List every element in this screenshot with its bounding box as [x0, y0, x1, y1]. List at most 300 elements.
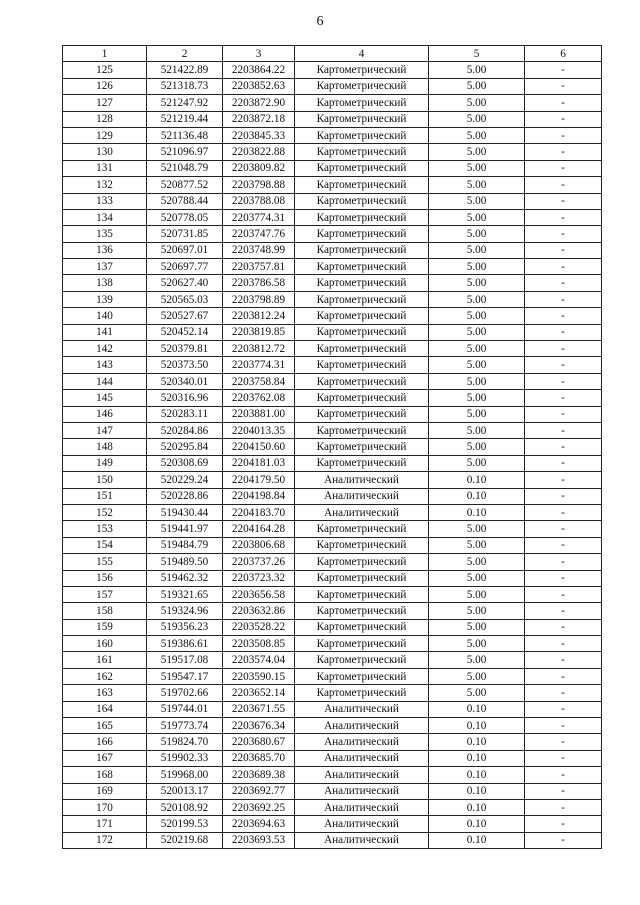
method-cell: Картометрический	[295, 554, 429, 570]
accuracy-cell: 5.00	[429, 324, 525, 340]
point-number-cell: 134	[63, 209, 147, 225]
table-row	[63, 357, 602, 373]
column-header: 5	[429, 46, 525, 62]
note-cell: -	[525, 504, 602, 520]
table-row	[63, 62, 602, 78]
table-row	[63, 209, 602, 225]
method-cell: Картометрический	[295, 324, 429, 340]
table-row	[63, 422, 602, 438]
point-number-cell: 157	[63, 586, 147, 602]
y-coordinate-cell: 2204164.28	[223, 521, 295, 537]
method-cell: Картометрический	[295, 652, 429, 668]
note-cell: -	[525, 718, 602, 734]
x-coordinate-cell: 519441.97	[147, 521, 223, 537]
note-cell: -	[525, 406, 602, 422]
point-number-cell: 126	[63, 78, 147, 94]
accuracy-cell: 5.00	[429, 160, 525, 176]
note-cell: -	[525, 193, 602, 209]
point-number-cell: 125	[63, 62, 147, 78]
point-number-cell: 137	[63, 259, 147, 275]
point-number-cell: 144	[63, 373, 147, 389]
note-cell: -	[525, 570, 602, 586]
note-cell: -	[525, 357, 602, 373]
method-cell: Картометрический	[295, 144, 429, 160]
y-coordinate-cell: 2203671.55	[223, 701, 295, 717]
x-coordinate-cell: 520373.50	[147, 357, 223, 373]
y-coordinate-cell: 2203656.58	[223, 586, 295, 602]
x-coordinate-cell: 519386.61	[147, 636, 223, 652]
x-coordinate-cell: 520219.68	[147, 832, 223, 848]
point-number-cell: 146	[63, 406, 147, 422]
x-coordinate-cell: 519773.74	[147, 718, 223, 734]
method-cell: Картометрический	[295, 668, 429, 684]
y-coordinate-cell: 2203758.84	[223, 373, 295, 389]
table-row	[63, 718, 602, 734]
method-cell: Картометрический	[295, 177, 429, 193]
method-cell: Картометрический	[295, 439, 429, 455]
note-cell: -	[525, 701, 602, 717]
method-cell: Картометрический	[295, 406, 429, 422]
note-cell: -	[525, 832, 602, 848]
note-cell: -	[525, 767, 602, 783]
point-number-cell: 151	[63, 488, 147, 504]
x-coordinate-cell: 520527.67	[147, 308, 223, 324]
table-row	[63, 308, 602, 324]
accuracy-cell: 5.00	[429, 586, 525, 602]
point-number-cell: 136	[63, 242, 147, 258]
y-coordinate-cell: 2203680.67	[223, 734, 295, 750]
x-coordinate-cell: 520013.17	[147, 783, 223, 799]
note-cell: -	[525, 308, 602, 324]
note-cell: -	[525, 668, 602, 684]
note-cell: -	[525, 619, 602, 635]
table-row	[63, 783, 602, 799]
accuracy-cell: 5.00	[429, 521, 525, 537]
y-coordinate-cell: 2203747.76	[223, 226, 295, 242]
table-row	[63, 390, 602, 406]
method-cell: Картометрический	[295, 619, 429, 635]
x-coordinate-cell: 519484.79	[147, 537, 223, 553]
table-row	[63, 472, 602, 488]
y-coordinate-cell: 2203590.15	[223, 668, 295, 684]
y-coordinate-cell: 2203632.86	[223, 603, 295, 619]
table-row	[63, 111, 602, 127]
note-cell: -	[525, 62, 602, 78]
x-coordinate-cell: 520308.69	[147, 455, 223, 471]
table-row	[63, 570, 602, 586]
method-cell: Аналитический	[295, 504, 429, 520]
note-cell: -	[525, 209, 602, 225]
method-cell: Картометрический	[295, 275, 429, 291]
point-number-cell: 150	[63, 472, 147, 488]
y-coordinate-cell: 2203812.24	[223, 308, 295, 324]
method-cell: Картометрический	[295, 455, 429, 471]
method-cell: Картометрический	[295, 422, 429, 438]
x-coordinate-cell: 519702.66	[147, 685, 223, 701]
note-cell: -	[525, 636, 602, 652]
table-row	[63, 554, 602, 570]
x-coordinate-cell: 519356.23	[147, 619, 223, 635]
method-cell: Аналитический	[295, 488, 429, 504]
point-number-cell: 166	[63, 734, 147, 750]
method-cell: Аналитический	[295, 718, 429, 734]
accuracy-cell: 0.10	[429, 750, 525, 766]
y-coordinate-cell: 2203574.04	[223, 652, 295, 668]
point-number-cell: 153	[63, 521, 147, 537]
note-cell: -	[525, 324, 602, 340]
table-row	[63, 832, 602, 848]
y-coordinate-cell: 2204183.70	[223, 504, 295, 520]
accuracy-cell: 5.00	[429, 177, 525, 193]
note-cell: -	[525, 373, 602, 389]
point-number-cell: 141	[63, 324, 147, 340]
method-cell: Картометрический	[295, 603, 429, 619]
x-coordinate-cell: 521318.73	[147, 78, 223, 94]
method-cell: Картометрический	[295, 537, 429, 553]
note-cell: -	[525, 521, 602, 537]
accuracy-cell: 5.00	[429, 78, 525, 94]
note-cell: -	[525, 799, 602, 815]
y-coordinate-cell: 2203508.85	[223, 636, 295, 652]
note-cell: -	[525, 78, 602, 94]
method-cell: Картометрический	[295, 357, 429, 373]
method-cell: Аналитический	[295, 734, 429, 750]
x-coordinate-cell: 519462.32	[147, 570, 223, 586]
note-cell: -	[525, 472, 602, 488]
method-cell: Картометрический	[295, 291, 429, 307]
note-cell: -	[525, 160, 602, 176]
column-header: 6	[525, 46, 602, 62]
x-coordinate-cell: 521096.97	[147, 144, 223, 160]
table-header-row	[63, 46, 602, 62]
accuracy-cell: 5.00	[429, 554, 525, 570]
point-number-cell: 142	[63, 341, 147, 357]
table-row	[63, 537, 602, 553]
x-coordinate-cell: 520229.24	[147, 472, 223, 488]
method-cell: Картометрический	[295, 685, 429, 701]
point-number-cell: 138	[63, 275, 147, 291]
accuracy-cell: 5.00	[429, 603, 525, 619]
accuracy-cell: 5.00	[429, 636, 525, 652]
x-coordinate-cell: 520565.03	[147, 291, 223, 307]
table-row	[63, 799, 602, 815]
accuracy-cell: 5.00	[429, 341, 525, 357]
table-row	[63, 95, 602, 111]
note-cell: -	[525, 422, 602, 438]
point-number-cell: 132	[63, 177, 147, 193]
point-number-cell: 170	[63, 799, 147, 815]
y-coordinate-cell: 2203685.70	[223, 750, 295, 766]
y-coordinate-cell: 2203819.85	[223, 324, 295, 340]
method-cell: Картометрический	[295, 586, 429, 602]
accuracy-cell: 5.00	[429, 209, 525, 225]
y-coordinate-cell: 2203692.77	[223, 783, 295, 799]
column-header: 1	[63, 46, 147, 62]
x-coordinate-cell: 520697.77	[147, 259, 223, 275]
accuracy-cell: 0.10	[429, 816, 525, 832]
table-row	[63, 177, 602, 193]
method-cell: Картометрический	[295, 242, 429, 258]
accuracy-cell: 5.00	[429, 373, 525, 389]
accuracy-cell: 5.00	[429, 357, 525, 373]
accuracy-cell: 5.00	[429, 685, 525, 701]
x-coordinate-cell: 520199.53	[147, 816, 223, 832]
coordinates-table	[62, 45, 602, 849]
x-coordinate-cell: 519547.17	[147, 668, 223, 684]
note-cell: -	[525, 537, 602, 553]
method-cell: Аналитический	[295, 472, 429, 488]
point-number-cell: 139	[63, 291, 147, 307]
y-coordinate-cell: 2204179.50	[223, 472, 295, 488]
table-row	[63, 750, 602, 766]
table-row	[63, 127, 602, 143]
point-number-cell: 160	[63, 636, 147, 652]
x-coordinate-cell: 520316.96	[147, 390, 223, 406]
x-coordinate-cell: 520452.14	[147, 324, 223, 340]
accuracy-cell: 5.00	[429, 291, 525, 307]
method-cell: Картометрический	[295, 226, 429, 242]
note-cell: -	[525, 816, 602, 832]
accuracy-cell: 5.00	[429, 570, 525, 586]
x-coordinate-cell: 520283.11	[147, 406, 223, 422]
x-coordinate-cell: 520877.52	[147, 177, 223, 193]
point-number-cell: 159	[63, 619, 147, 635]
point-number-cell: 156	[63, 570, 147, 586]
y-coordinate-cell: 2203806.68	[223, 537, 295, 553]
y-coordinate-cell: 2204013.35	[223, 422, 295, 438]
note-cell: -	[525, 652, 602, 668]
note-cell: -	[525, 275, 602, 291]
x-coordinate-cell: 520379.81	[147, 341, 223, 357]
method-cell: Картометрический	[295, 390, 429, 406]
note-cell: -	[525, 734, 602, 750]
accuracy-cell: 5.00	[429, 422, 525, 438]
method-cell: Картометрический	[295, 570, 429, 586]
y-coordinate-cell: 2203845.33	[223, 127, 295, 143]
column-header: 2	[147, 46, 223, 62]
point-number-cell: 127	[63, 95, 147, 111]
method-cell: Аналитический	[295, 750, 429, 766]
accuracy-cell: 5.00	[429, 259, 525, 275]
y-coordinate-cell: 2203737.26	[223, 554, 295, 570]
y-coordinate-cell: 2203694.63	[223, 816, 295, 832]
accuracy-cell: 5.00	[429, 390, 525, 406]
method-cell: Картометрический	[295, 521, 429, 537]
point-number-cell: 167	[63, 750, 147, 766]
y-coordinate-cell: 2203864.22	[223, 62, 295, 78]
y-coordinate-cell: 2203786.58	[223, 275, 295, 291]
table-row	[63, 685, 602, 701]
accuracy-cell: 0.10	[429, 472, 525, 488]
x-coordinate-cell: 519968.00	[147, 767, 223, 783]
point-number-cell: 140	[63, 308, 147, 324]
x-coordinate-cell: 520627.40	[147, 275, 223, 291]
y-coordinate-cell: 2203798.88	[223, 177, 295, 193]
page-number: 6	[316, 14, 324, 29]
x-coordinate-cell: 519321.65	[147, 586, 223, 602]
note-cell: -	[525, 488, 602, 504]
point-number-cell: 148	[63, 439, 147, 455]
point-number-cell: 172	[63, 832, 147, 848]
note-cell: -	[525, 390, 602, 406]
accuracy-cell: 5.00	[429, 144, 525, 160]
y-coordinate-cell: 2203748.99	[223, 242, 295, 258]
method-cell: Картометрический	[295, 127, 429, 143]
note-cell: -	[525, 95, 602, 111]
y-coordinate-cell: 2203762.08	[223, 390, 295, 406]
x-coordinate-cell: 521247.92	[147, 95, 223, 111]
y-coordinate-cell: 2203822.88	[223, 144, 295, 160]
x-coordinate-cell: 520228.86	[147, 488, 223, 504]
note-cell: -	[525, 455, 602, 471]
table-row	[63, 668, 602, 684]
y-coordinate-cell: 2204198.84	[223, 488, 295, 504]
accuracy-cell: 0.10	[429, 504, 525, 520]
point-number-cell: 154	[63, 537, 147, 553]
note-cell: -	[525, 127, 602, 143]
x-coordinate-cell: 519824.70	[147, 734, 223, 750]
note-cell: -	[525, 439, 602, 455]
y-coordinate-cell: 2203774.31	[223, 209, 295, 225]
note-cell: -	[525, 226, 602, 242]
table-row	[63, 488, 602, 504]
method-cell: Аналитический	[295, 701, 429, 717]
y-coordinate-cell: 2203881.00	[223, 406, 295, 422]
x-coordinate-cell: 520778.05	[147, 209, 223, 225]
table-row	[63, 701, 602, 717]
note-cell: -	[525, 144, 602, 160]
note-cell: -	[525, 341, 602, 357]
point-number-cell: 143	[63, 357, 147, 373]
x-coordinate-cell: 520295.84	[147, 439, 223, 455]
table-row	[63, 439, 602, 455]
table-row	[63, 455, 602, 471]
table-row	[63, 652, 602, 668]
point-number-cell: 168	[63, 767, 147, 783]
accuracy-cell: 0.10	[429, 832, 525, 848]
accuracy-cell: 5.00	[429, 127, 525, 143]
x-coordinate-cell: 519517.08	[147, 652, 223, 668]
table-row	[63, 341, 602, 357]
accuracy-cell: 5.00	[429, 242, 525, 258]
point-number-cell: 155	[63, 554, 147, 570]
point-number-cell: 128	[63, 111, 147, 127]
point-number-cell: 169	[63, 783, 147, 799]
note-cell: -	[525, 259, 602, 275]
table-row	[63, 259, 602, 275]
table-row	[63, 636, 602, 652]
accuracy-cell: 5.00	[429, 62, 525, 78]
y-coordinate-cell: 2203872.90	[223, 95, 295, 111]
y-coordinate-cell: 2203692.25	[223, 799, 295, 815]
point-number-cell: 131	[63, 160, 147, 176]
table-row	[63, 226, 602, 242]
method-cell: Аналитический	[295, 816, 429, 832]
table-row	[63, 521, 602, 537]
accuracy-cell: 5.00	[429, 619, 525, 635]
y-coordinate-cell: 2203693.53	[223, 832, 295, 848]
note-cell: -	[525, 783, 602, 799]
table-row	[63, 619, 602, 635]
table-row	[63, 160, 602, 176]
method-cell: Аналитический	[295, 799, 429, 815]
y-coordinate-cell: 2203872.18	[223, 111, 295, 127]
x-coordinate-cell: 521219.44	[147, 111, 223, 127]
x-coordinate-cell: 519430.44	[147, 504, 223, 520]
note-cell: -	[525, 586, 602, 602]
point-number-cell: 165	[63, 718, 147, 734]
point-number-cell: 135	[63, 226, 147, 242]
table-row	[63, 586, 602, 602]
point-number-cell: 149	[63, 455, 147, 471]
point-number-cell: 152	[63, 504, 147, 520]
accuracy-cell: 5.00	[429, 537, 525, 553]
table-row	[63, 275, 602, 291]
method-cell: Картометрический	[295, 209, 429, 225]
method-cell: Картометрический	[295, 259, 429, 275]
method-cell: Картометрический	[295, 308, 429, 324]
x-coordinate-cell: 520697.01	[147, 242, 223, 258]
point-number-cell: 130	[63, 144, 147, 160]
y-coordinate-cell: 2203798.89	[223, 291, 295, 307]
accuracy-cell: 0.10	[429, 701, 525, 717]
accuracy-cell: 0.10	[429, 718, 525, 734]
y-coordinate-cell: 2203689.38	[223, 767, 295, 783]
x-coordinate-cell: 519324.96	[147, 603, 223, 619]
column-header: 4	[295, 46, 429, 62]
table-row	[63, 816, 602, 832]
x-coordinate-cell: 520788.44	[147, 193, 223, 209]
x-coordinate-cell: 519489.50	[147, 554, 223, 570]
method-cell: Картометрический	[295, 636, 429, 652]
note-cell: -	[525, 554, 602, 570]
method-cell: Картометрический	[295, 95, 429, 111]
y-coordinate-cell: 2203757.81	[223, 259, 295, 275]
method-cell: Картометрический	[295, 111, 429, 127]
x-coordinate-cell: 519902.33	[147, 750, 223, 766]
table-row	[63, 373, 602, 389]
table-row	[63, 406, 602, 422]
table-row	[63, 144, 602, 160]
accuracy-cell: 5.00	[429, 308, 525, 324]
y-coordinate-cell: 2203652.14	[223, 685, 295, 701]
x-coordinate-cell: 520731.85	[147, 226, 223, 242]
note-cell: -	[525, 291, 602, 307]
y-coordinate-cell: 2203676.34	[223, 718, 295, 734]
y-coordinate-cell: 2204150.60	[223, 439, 295, 455]
table-row	[63, 324, 602, 340]
method-cell: Картометрический	[295, 193, 429, 209]
y-coordinate-cell: 2204181.03	[223, 455, 295, 471]
accuracy-cell: 5.00	[429, 226, 525, 242]
y-coordinate-cell: 2203852.63	[223, 78, 295, 94]
table-row	[63, 504, 602, 520]
table-row	[63, 193, 602, 209]
table-row	[63, 291, 602, 307]
x-coordinate-cell: 521048.79	[147, 160, 223, 176]
y-coordinate-cell: 2203788.08	[223, 193, 295, 209]
method-cell: Картометрический	[295, 160, 429, 176]
accuracy-cell: 5.00	[429, 439, 525, 455]
method-cell: Картометрический	[295, 341, 429, 357]
note-cell: -	[525, 603, 602, 619]
accuracy-cell: 5.00	[429, 455, 525, 471]
x-coordinate-cell: 520108.92	[147, 799, 223, 815]
note-cell: -	[525, 177, 602, 193]
x-coordinate-cell: 520340.01	[147, 373, 223, 389]
y-coordinate-cell: 2203528.22	[223, 619, 295, 635]
y-coordinate-cell: 2203812.72	[223, 341, 295, 357]
